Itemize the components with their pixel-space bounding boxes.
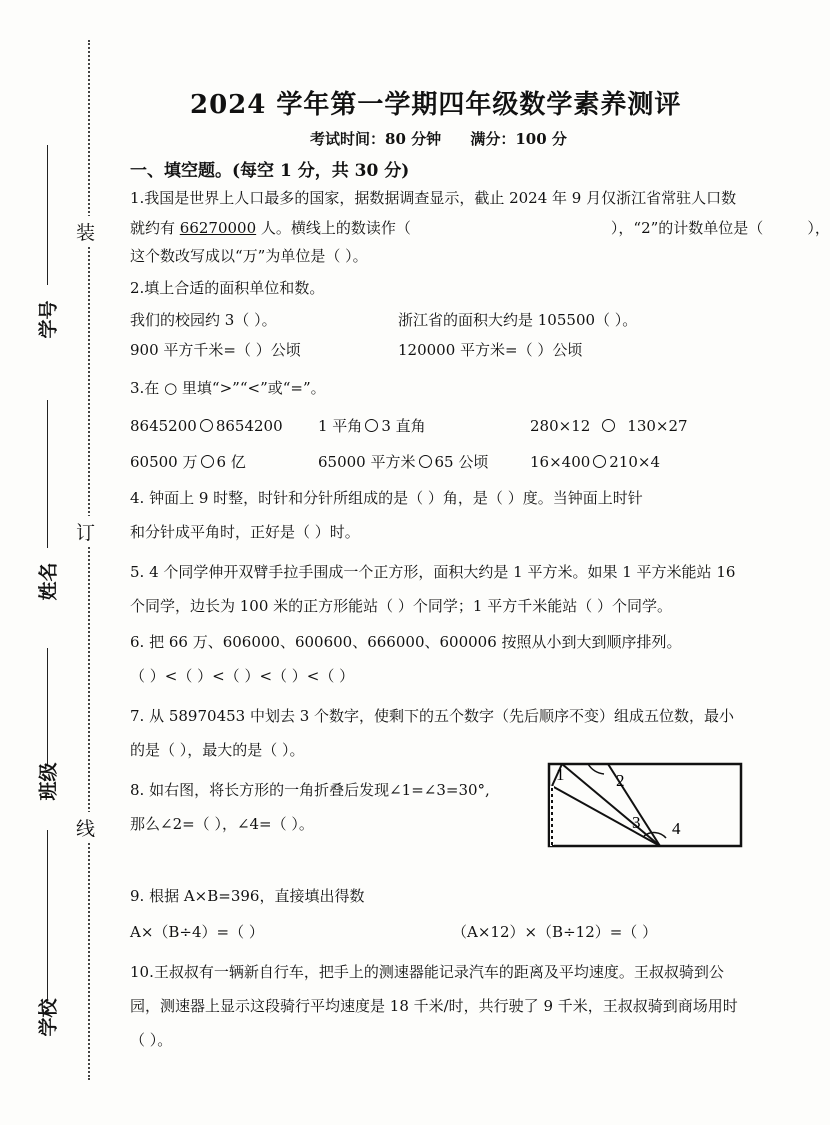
q3-compare-6[interactable]: 16×400 210×4 bbox=[530, 453, 661, 471]
q10-line3[interactable]: （ ）。 bbox=[130, 1031, 173, 1049]
q1-population-number: 66270000 bbox=[179, 219, 257, 237]
q2-m2-to-hectare[interactable]: 120000 平方米=（ ）公顷 bbox=[398, 341, 583, 359]
binding-dotted-line bbox=[88, 40, 90, 1080]
compare-circle-icon[interactable] bbox=[365, 419, 378, 432]
exam-info bbox=[310, 128, 591, 149]
q1-line2: 就约有 66270000 人。横线上的数读作（ ），“2”的计数单位是（ ）， bbox=[130, 219, 830, 237]
q8-line2[interactable]: 那么∠2=（ ），∠4=（ ）。 bbox=[130, 815, 314, 833]
q8-line1: 8. 如右图，将长方形的一角折叠后发现∠1=∠3=30°, bbox=[130, 781, 490, 799]
q2-campus-area[interactable]: 我们的校园约 3（ ）。 bbox=[130, 311, 277, 329]
full-score: 满分：100 分 bbox=[470, 130, 567, 148]
q4-line1[interactable]: 4. 钟面上 9 时整，时针和分针所组成的是（ ）角，是（ ）度。当钟面上时针 bbox=[130, 489, 643, 507]
compare-circle-icon[interactable] bbox=[419, 455, 432, 468]
compare-circle-icon[interactable] bbox=[602, 419, 615, 432]
exam-content bbox=[130, 0, 830, 1125]
q3-compare-2[interactable]: 1 平角 3 直角 bbox=[318, 417, 426, 435]
compare-circle-icon[interactable] bbox=[201, 455, 214, 468]
q6-line1: 6. 把 66 万、606000、600600、666000、600006 按照从小到大到顺序排列。 bbox=[130, 633, 682, 651]
q3-compare-1[interactable]: 8645200 8654200 bbox=[130, 417, 283, 435]
exam-time: 考试时间：80 分钟 bbox=[310, 130, 442, 148]
student-name-label: 姓名 bbox=[37, 562, 60, 601]
q3-compare-4[interactable]: 60500 万 6 亿 bbox=[130, 453, 246, 471]
q9-expr-a[interactable]: A×（B÷4）=（ ） bbox=[130, 923, 264, 941]
q10-line2: 园，测速器上显示这段骑行平均速度是 18 千米/时，共行驶了 9 千米，王叔叔骑到商场用时 bbox=[130, 997, 738, 1015]
angle-label-2: 2 bbox=[616, 771, 625, 790]
section-title-fill-blanks: 一、填空题。(每空 1 分，共 30 分) bbox=[130, 161, 410, 181]
angle-label-1: 1 bbox=[556, 765, 565, 784]
q3-compare-3[interactable]: 280×12 130×27 bbox=[530, 417, 688, 435]
student-id-label: 学号 bbox=[37, 300, 60, 339]
q9-expr-b[interactable]: （A×12）×（B÷12）=（ ） bbox=[452, 923, 658, 941]
q10-line1: 10.王叔叔有一辆新自行车，把手上的测速器能记录汽车的距离及平均速度。王叔叔骑到公 bbox=[130, 963, 724, 981]
q2-zhejiang-area[interactable]: 浙江省的面积大约是 105500（ ）。 bbox=[398, 311, 638, 329]
school-line[interactable] bbox=[47, 830, 48, 1000]
angle-label-4: 4 bbox=[672, 819, 681, 838]
school-label: 学校 bbox=[37, 998, 60, 1037]
q2-km2-to-hectare[interactable]: 900 平方千米=（ ）公顷 bbox=[130, 341, 301, 359]
binding-char-xian: 线 bbox=[76, 812, 95, 843]
page-title: 2024 学年第一学期四年级数学素养测评 bbox=[190, 90, 682, 120]
q4-line2[interactable]: 和分针成平角时，正好是（ ）时。 bbox=[130, 523, 360, 541]
angle-label-3: 3 bbox=[632, 813, 641, 832]
q3-compare-5[interactable]: 65000 平方米 65 公顷 bbox=[318, 453, 489, 471]
q7-line1: 7. 从 58970453 中划去 3 个数字，使剩下的五个数字（先后顺序不变）组成五位数，最小 bbox=[130, 707, 735, 725]
compare-circle-icon[interactable] bbox=[200, 419, 213, 432]
q9-line1: 9. 根据 A×B=396，直接填出得数 bbox=[130, 887, 365, 905]
q1-line3[interactable]: 这个数改写成以“万”为单位是（ ）。 bbox=[130, 247, 368, 265]
q2-title: 2.填上合适的面积单位和数。 bbox=[130, 279, 325, 297]
student-name-line[interactable] bbox=[47, 400, 48, 548]
q7-line2[interactable]: 的是（ ），最大的是（ ）。 bbox=[130, 741, 305, 759]
compare-circle-icon[interactable] bbox=[593, 455, 606, 468]
q6-order-blanks[interactable]: （ ）<（ ）<（ ）<（ ）<（ ） bbox=[130, 667, 355, 685]
binding-char-zhuang: 装 bbox=[76, 216, 95, 247]
class-line[interactable] bbox=[47, 648, 48, 766]
folded-rectangle-figure bbox=[548, 760, 744, 850]
q5-line2[interactable]: 个同学，边长为 100 米的正方形能站（ ）个同学；1 平方千米能站（ ）个同学。 bbox=[130, 597, 673, 615]
q1-line1: 1.我国是世界上人口最多的国家，据数据调查显示，截止 2024 年 9 月仅浙江省常驻人口数 bbox=[130, 189, 737, 207]
binding-char-ding: 订 bbox=[76, 516, 95, 547]
class-label: 班级 bbox=[37, 762, 60, 801]
binding-margin bbox=[0, 0, 110, 1125]
student-id-line[interactable] bbox=[47, 145, 48, 285]
q5-line1: 5. 4 个同学伸开双臂手拉手围成一个正方形，面积大约是 1 平方米。如果 1 平方米能站 16 bbox=[130, 563, 736, 581]
q3-title: 3.在 ○ 里填“>”“<”或“=”。 bbox=[130, 379, 326, 397]
